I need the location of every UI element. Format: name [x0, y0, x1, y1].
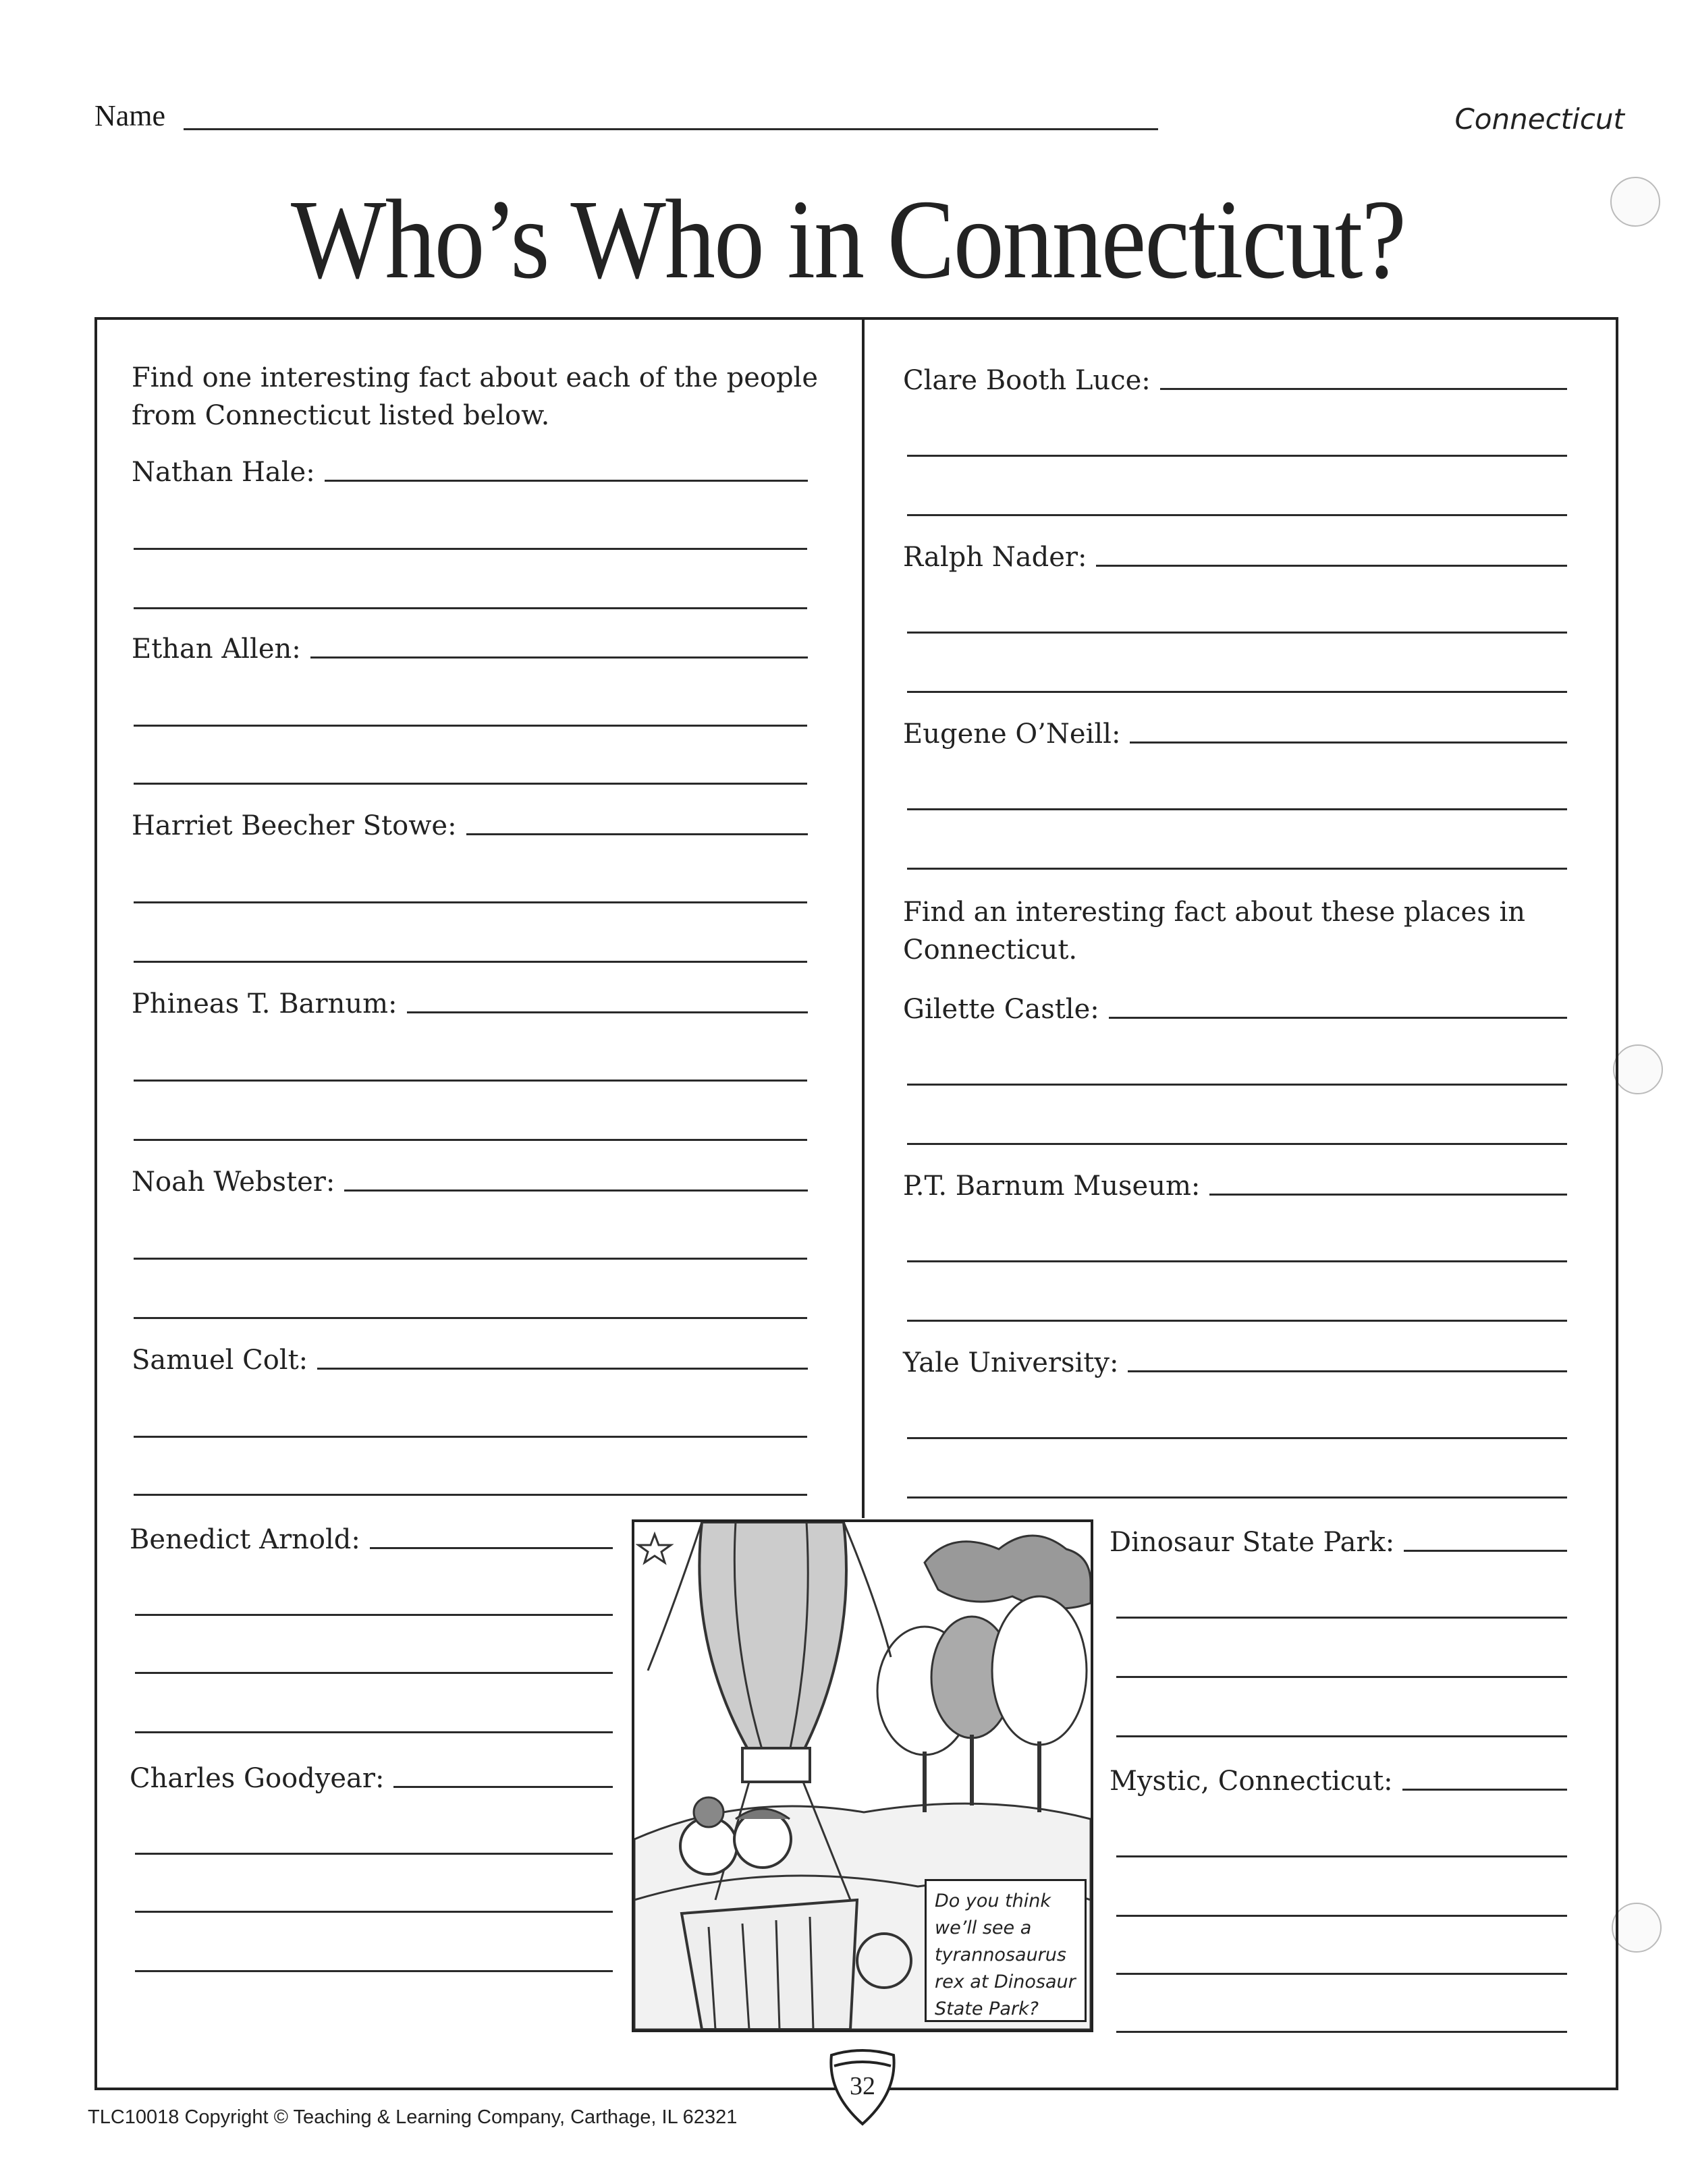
answer-line[interactable]	[135, 1853, 613, 1855]
answer-line[interactable]	[135, 1672, 613, 1674]
answer-line[interactable]	[907, 455, 1567, 457]
field-eugene-oneill[interactable]	[903, 721, 1567, 748]
column-divider	[862, 317, 865, 1518]
person-label: Clare Booth Luce:	[903, 365, 1151, 396]
answer-line[interactable]	[907, 1496, 1567, 1499]
answer-line[interactable]	[135, 1911, 613, 1913]
field-samuel-colt[interactable]	[132, 1347, 808, 1374]
field-clare-booth-luce[interactable]	[903, 367, 1567, 394]
answer-line[interactable]	[134, 1080, 807, 1082]
field-nathan-hale[interactable]	[132, 459, 808, 486]
answer-line[interactable]	[134, 607, 807, 609]
answer-line[interactable]	[134, 1258, 807, 1260]
place-label: Mystic, Connecticut:	[1110, 1766, 1393, 1797]
answer-line[interactable]	[135, 1614, 613, 1616]
field-phineas-t-barnum[interactable]	[132, 990, 808, 1017]
answer-line[interactable]	[907, 808, 1567, 810]
person-label: Ethan Allen:	[132, 634, 301, 665]
person-label: Samuel Colt:	[132, 1345, 308, 1376]
person-label: Ralph Nader:	[903, 542, 1087, 573]
answer-line[interactable]	[1116, 1676, 1567, 1678]
copyright-footer: TLC10018 Copyright © Teaching & Learning Company, Carthage, IL 62321	[88, 2106, 738, 2128]
person-label: Phineas T. Barnum:	[132, 988, 398, 1019]
place-label: P.T. Barnum Museum:	[903, 1171, 1201, 1202]
answer-line[interactable]	[1116, 2031, 1567, 2033]
person-label: Benedict Arnold:	[130, 1524, 360, 1555]
field-harriet-beecher-stowe[interactable]	[132, 812, 808, 839]
speech-bubble: Do you think we’ll see a tyrannosaurus rex at Dinosaur State Park?	[925, 1879, 1087, 2022]
binder-hole-bottom	[1612, 1903, 1662, 1953]
field-gilette-castle[interactable]	[903, 996, 1567, 1023]
answer-line[interactable]	[134, 961, 807, 963]
field-pt-barnum-museum[interactable]	[903, 1173, 1567, 1200]
answer-line[interactable]	[907, 632, 1567, 634]
answer-line[interactable]	[134, 1494, 807, 1496]
answer-line[interactable]	[134, 783, 807, 785]
answer-line[interactable]	[907, 514, 1567, 516]
answer-line[interactable]	[907, 1084, 1567, 1086]
person-label: Eugene O’Neill:	[903, 719, 1121, 750]
answer-line[interactable]	[907, 1320, 1567, 1322]
answer-line[interactable]	[907, 1143, 1567, 1145]
field-yale-university[interactable]	[903, 1349, 1567, 1376]
person-label: Noah Webster:	[132, 1167, 335, 1198]
name-label: Name	[94, 99, 166, 132]
page-title: Who’s Who in Connecticut?	[290, 177, 1406, 302]
page-number: 32	[850, 2072, 875, 2100]
answer-line[interactable]	[134, 901, 807, 903]
name-field-line[interactable]	[184, 128, 1158, 130]
place-label: Gilette Castle:	[903, 994, 1099, 1025]
answer-line[interactable]	[907, 691, 1567, 693]
field-charles-goodyear[interactable]	[130, 1765, 613, 1792]
answer-line[interactable]	[907, 868, 1567, 870]
answer-line[interactable]	[134, 1139, 807, 1141]
subject-label: Connecticut	[1454, 103, 1624, 136]
field-ethan-allen[interactable]	[132, 636, 808, 663]
answer-line[interactable]	[1116, 1973, 1567, 1975]
answer-line[interactable]	[134, 725, 807, 727]
answer-line[interactable]	[907, 1437, 1567, 1439]
person-label: Nathan Hale:	[132, 457, 315, 488]
field-mystic-connecticut[interactable]	[1110, 1768, 1567, 1795]
answer-line[interactable]	[135, 1731, 613, 1733]
answer-line[interactable]	[134, 1436, 807, 1438]
field-noah-webster[interactable]	[132, 1169, 808, 1196]
answer-line[interactable]	[1116, 1915, 1567, 1917]
answer-line[interactable]	[1116, 1617, 1567, 1619]
field-benedict-arnold[interactable]	[130, 1526, 613, 1553]
place-label: Yale University:	[903, 1347, 1119, 1378]
person-label: Charles Goodyear:	[130, 1763, 385, 1794]
field-dinosaur-state-park[interactable]	[1110, 1529, 1567, 1556]
place-label: Dinosaur State Park:	[1110, 1527, 1395, 1558]
person-label: Harriet Beecher Stowe:	[132, 810, 457, 841]
places-instructions: Find an interesting fact about these places in Connecticut.	[903, 897, 1525, 965]
binder-hole-middle	[1613, 1044, 1663, 1094]
answer-line[interactable]	[135, 1970, 613, 1972]
answer-line[interactable]	[1116, 1735, 1567, 1737]
answer-line[interactable]	[907, 1260, 1567, 1262]
field-ralph-nader[interactable]	[903, 544, 1567, 571]
answer-line[interactable]	[1116, 1855, 1567, 1857]
answer-line[interactable]	[134, 1317, 807, 1319]
people-instructions: Find one interesting fact about each of the people from Connecticut listed below.	[132, 362, 819, 431]
answer-line[interactable]	[134, 548, 807, 550]
